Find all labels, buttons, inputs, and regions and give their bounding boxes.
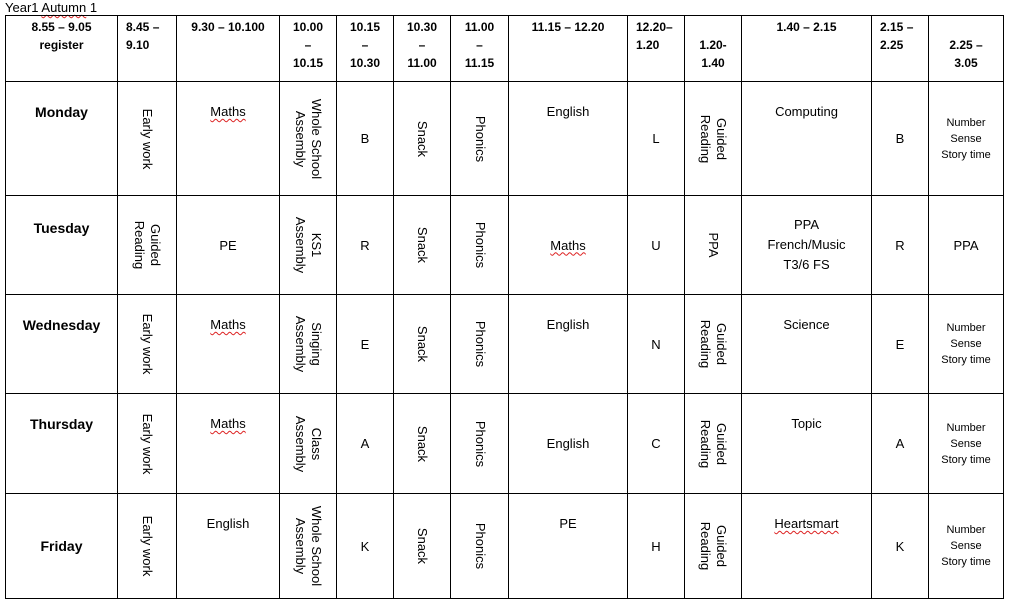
assembly-cell: KS1 Assembly <box>280 196 337 295</box>
number-sense-cell: Number Sense Story time <box>929 394 1004 494</box>
guided-reading-cell: Guided Reading <box>685 394 742 494</box>
header-cell: 10.30 – 11.00 <box>394 16 451 82</box>
lesson-cell: Maths <box>177 295 280 394</box>
header-row <box>6 16 1004 82</box>
lesson-cell: Maths <box>177 82 280 196</box>
assembly-cell: Class Assembly <box>280 394 337 494</box>
number-sense-cell: Number Sense Story time <box>929 494 1004 599</box>
break-letter: B <box>872 82 929 196</box>
break-letter: A <box>337 394 394 494</box>
header-cell: 10.15 – 10.30 <box>337 16 394 82</box>
header-cell: 11.00 – 11.15 <box>451 16 509 82</box>
break-letter: E <box>872 295 929 394</box>
snack-cell: Snack <box>394 82 451 196</box>
lesson-cell: PE <box>509 494 628 599</box>
day-label: Thursday <box>6 394 118 494</box>
break-letter: R <box>337 196 394 295</box>
header-cell: 2.15 – 2.25 <box>872 16 929 82</box>
row-wednesday <box>6 295 1004 394</box>
assembly-cell: Whole School Assembly <box>280 82 337 196</box>
break-letter: A <box>872 394 929 494</box>
ppa-cell: PPA <box>929 196 1004 295</box>
row-thursday <box>6 394 1004 494</box>
early-work-cell: Early work <box>118 494 177 599</box>
guided-reading-cell: Guided Reading <box>685 82 742 196</box>
header-cell: 8.55 – 9.05 register <box>6 16 118 82</box>
break-letter: K <box>337 494 394 599</box>
header-cell: 8.45 – 9.10 <box>118 16 177 82</box>
lesson-cell: English <box>509 82 628 196</box>
day-label: Tuesday <box>6 196 118 295</box>
assembly-cell: Whole School Assembly <box>280 494 337 599</box>
row-monday <box>6 82 1004 196</box>
lesson-cell: PE <box>177 196 280 295</box>
day-label: Friday <box>6 494 118 599</box>
lesson-cell: Maths <box>509 196 628 295</box>
lunch-letter: L <box>628 82 685 196</box>
guided-reading-cell: Guided Reading <box>685 494 742 599</box>
lesson-cell: English <box>509 394 628 494</box>
lesson-cell: PPA French/Music T3/6 FS <box>742 196 872 295</box>
phonics-cell: Phonics <box>451 196 509 295</box>
header-cell: 11.15 – 12.20 <box>509 16 628 82</box>
snack-cell: Snack <box>394 394 451 494</box>
header-cell: 12.20– 1.20 <box>628 16 685 82</box>
phonics-cell: Phonics <box>451 494 509 599</box>
number-sense-cell: Number Sense Story time <box>929 82 1004 196</box>
row-friday <box>6 494 1004 599</box>
timetable <box>5 15 1004 599</box>
lesson-cell: Science <box>742 295 872 394</box>
lunch-letter: H <box>628 494 685 599</box>
row-tuesday <box>6 196 1004 295</box>
snack-cell: Snack <box>394 494 451 599</box>
assembly-cell: Singing Assembly <box>280 295 337 394</box>
lunch-letter: N <box>628 295 685 394</box>
early-work-cell: Early work <box>118 394 177 494</box>
lesson-cell: Maths <box>177 394 280 494</box>
phonics-cell: Phonics <box>451 82 509 196</box>
break-letter: B <box>337 82 394 196</box>
lesson-cell: English <box>177 494 280 599</box>
ppa-cell: PPA <box>685 196 742 295</box>
header-cell: 1.20- 1.40 <box>685 16 742 82</box>
phonics-cell: Phonics <box>451 394 509 494</box>
day-label: Monday <box>6 82 118 196</box>
header-cell: 9.30 – 10.100 <box>177 16 280 82</box>
lunch-letter: U <box>628 196 685 295</box>
guided-reading-cell: Guided Reading <box>685 295 742 394</box>
number-sense-cell: Number Sense Story time <box>929 295 1004 394</box>
early-work-cell: Early work <box>118 295 177 394</box>
lesson-cell: English <box>509 295 628 394</box>
document-title: Year1 Autumn 1 <box>5 0 98 15</box>
early-work-cell: Early work <box>118 82 177 196</box>
lesson-cell: Heartsmart <box>742 494 872 599</box>
day-label: Wednesday <box>6 295 118 394</box>
header-cell: 10.00 – 10.15 <box>280 16 337 82</box>
break-letter: R <box>872 196 929 295</box>
snack-cell: Snack <box>394 295 451 394</box>
break-letter: K <box>872 494 929 599</box>
phonics-cell: Phonics <box>451 295 509 394</box>
header-cell: 2.25 – 3.05 <box>929 16 1004 82</box>
header-cell: 1.40 – 2.15 <box>742 16 872 82</box>
lunch-letter: C <box>628 394 685 494</box>
lesson-cell: Topic <box>742 394 872 494</box>
guided-reading-cell: Guided Reading <box>118 196 177 295</box>
break-letter: E <box>337 295 394 394</box>
snack-cell: Snack <box>394 196 451 295</box>
lesson-cell: Computing <box>742 82 872 196</box>
